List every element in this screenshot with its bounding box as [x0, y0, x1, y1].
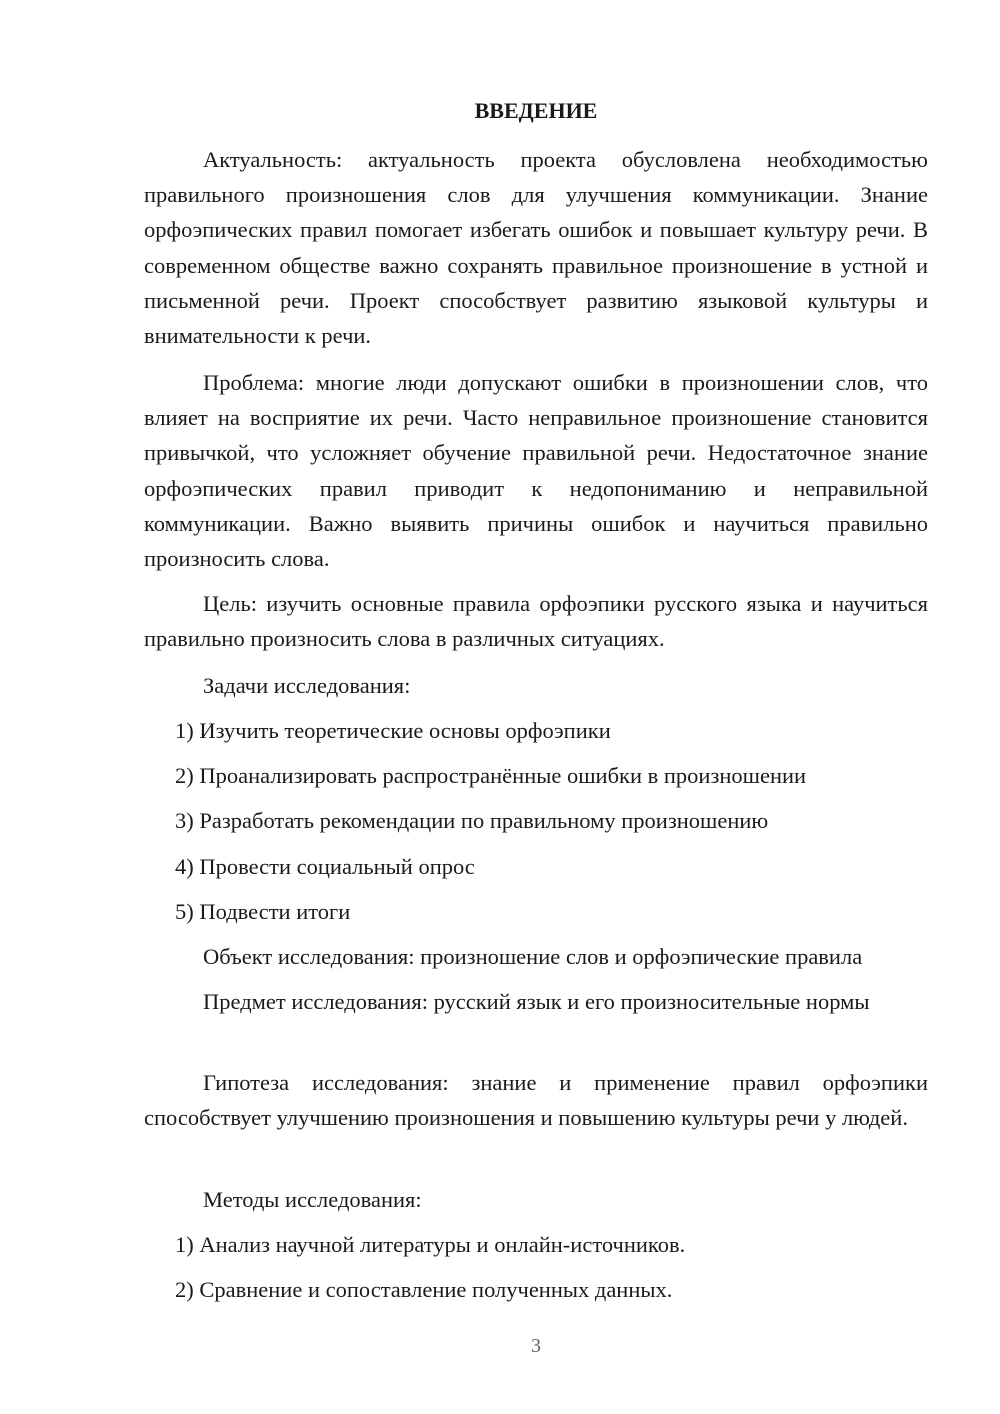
task-item: 3) Разработать рекомендации по правильному произношению: [175, 808, 769, 833]
methods-heading: Методы исследования:: [203, 1187, 422, 1212]
method-item: 2) Сравнение и сопоставление полученных данных.: [175, 1277, 673, 1302]
task-item: 2) Проанализировать распространённые ошибки в произношении: [175, 763, 807, 788]
goal-paragraph: Цель: изучить основные правила орфоэпики русского языка и научиться правильно произносить слова в различных ситуациях.: [144, 591, 928, 652]
method-item: 1) Анализ научной литературы и онлайн-источников.: [175, 1232, 686, 1257]
section-title: ВВЕДЕНИЕ: [474, 98, 598, 123]
page-number: 3: [531, 1335, 541, 1357]
problem-paragraph: Проблема: многие люди допускают ошибки в произношении слов, что влияет на восприятие их речи. Часто неправильное произношение становится привычкой, что усложняет обучение правильной речи. Недостаточное знание орфоэпических правил приводит к недопониманию и неправильной коммуникации. Важно выявить причины ошибок и научиться правильно произносить слова.: [144, 370, 928, 572]
subject-paragraph: Предмет исследования: русский язык и его произносительные нормы: [203, 989, 870, 1014]
object-paragraph: Объект исследования: произношение слов и орфоэпические правила: [203, 944, 863, 969]
relevance-paragraph: Актуальность: актуальность проекта обусловлена необходимостью правильного произношения слов для улучшения коммуникации. Знание орфоэпических правил помогает избегать ошибок и повышает культуру речи. В современном обществе важно сохранять правильное произношение в устной и письменной речи. Проект способствует развитию языковой культуры и внимательности к речи.: [144, 147, 928, 349]
document-page: [144, 0, 928, 1414]
task-item: 5) Подвести итоги: [175, 899, 351, 924]
task-item: 1) Изучить теоретические основы орфоэпики: [175, 718, 611, 743]
task-item: 4) Провести социальный опрос: [175, 854, 475, 879]
tasks-heading: Задачи исследования:: [203, 673, 411, 698]
hypothesis-paragraph: Гипотеза исследования: знание и применение правил орфоэпики способствует улучшению произношения и повышению культуры речи у людей.: [144, 1070, 928, 1131]
